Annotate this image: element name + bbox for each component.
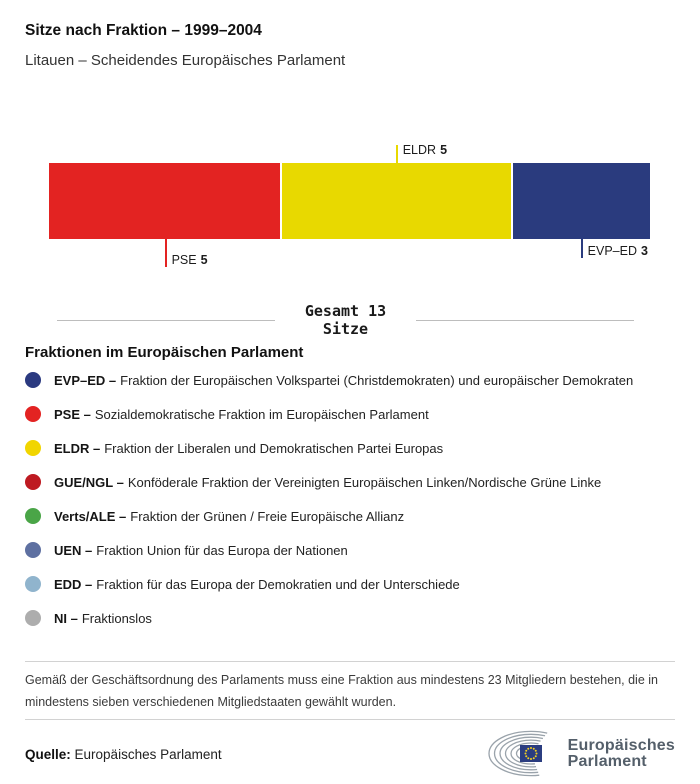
seat-distribution-chart xyxy=(49,145,650,267)
faction-color-dot xyxy=(25,406,41,422)
faction-description: Sozialdemokratische Fraktion im Europäischen Parlament xyxy=(94,406,429,422)
source-label: Quelle: xyxy=(25,746,71,762)
faction-description: Fraktion für das Europa der Demokratien und der Unterschiede xyxy=(96,576,460,592)
faction-color-dot xyxy=(25,508,41,524)
faction-abbr: PSE – xyxy=(54,406,91,422)
hemicycle-icon xyxy=(486,728,560,780)
faction-abbr: UEN – xyxy=(54,542,93,558)
faction-abbr: EDD – xyxy=(54,576,93,592)
legend-item xyxy=(25,499,675,533)
callout-tick xyxy=(165,239,167,267)
faction-abbr: ELDR – xyxy=(54,440,101,456)
faction-color-dot xyxy=(25,474,41,490)
callout-label: PSE 5 xyxy=(171,253,208,267)
bar-segment-eldr xyxy=(280,163,511,239)
faction-description: Fraktion der Liberalen und Demokratischen Partei Europas xyxy=(104,440,444,456)
page-title: Sitze nach Fraktion – 1999–2004 xyxy=(25,22,262,39)
callout-tick xyxy=(396,145,398,163)
faction-color-dot xyxy=(25,440,41,456)
faction-color-dot xyxy=(25,576,41,592)
legend-item xyxy=(25,465,675,499)
faction-description: Konföderale Fraktion der Vereinigten Europäischen Linken/Nordische Grüne Linke xyxy=(127,474,602,490)
faction-description: Fraktionslos xyxy=(81,610,152,626)
source-text: Europäisches Parlament xyxy=(74,746,222,762)
legend-item xyxy=(25,431,675,465)
bar-segment-pse xyxy=(49,163,280,239)
stacked-seat-bar xyxy=(49,163,650,239)
faction-abbr: Verts/ALE – xyxy=(54,508,127,524)
footnote-divider-bottom xyxy=(25,719,675,720)
source-credit xyxy=(25,747,222,762)
european-parliament-logo xyxy=(486,728,675,780)
footnote-divider-top xyxy=(25,661,675,662)
callout-label: ELDR 5 xyxy=(402,143,448,157)
faction-abbr: NI – xyxy=(54,610,78,626)
legend-item xyxy=(25,397,675,431)
faction-color-dot xyxy=(25,610,41,626)
faction-abbr: GUE/NGL – xyxy=(54,474,124,490)
callout-pse xyxy=(165,239,208,267)
total-seats-row xyxy=(57,303,634,338)
faction-description: Fraktion der Europäischen Volkspartei (Christdemokraten) und europäischer Demokraten xyxy=(120,372,634,388)
legend-item xyxy=(25,363,675,397)
footnote: Gemäß der Geschäftsordnung des Parlaments muss eine Fraktion aus mindestens 23 Mitgliedern bestehen, die in mindestens sieben verschiedenen Mitgliedstaaten gewählt wurden. xyxy=(25,673,658,709)
source-row xyxy=(25,728,675,780)
legend-item xyxy=(25,567,675,601)
legend-heading: Fraktionen im Europäischen Parlament xyxy=(25,344,304,361)
page-subtitle: Litauen – Scheidendes Europäisches Parlament xyxy=(25,52,346,69)
callout-label: EVP–ED 3 xyxy=(587,244,648,258)
legend-item xyxy=(25,601,675,635)
faction-legend xyxy=(25,363,675,635)
callout-eldr xyxy=(396,145,447,163)
legend-item xyxy=(25,533,675,567)
divider-line-left xyxy=(57,320,275,321)
callout-evp-ed xyxy=(581,239,648,258)
callout-tick xyxy=(581,239,583,258)
faction-abbr: EVP–ED – xyxy=(54,372,117,388)
faction-description: Fraktion der Grünen / Freie Europäische Allianz xyxy=(130,508,405,524)
bar-segment-evp-ed xyxy=(511,163,650,239)
divider-line-right xyxy=(416,320,634,321)
logo-wordmark: Europäisches Parlament xyxy=(567,736,675,770)
total-seats-label: Gesamt 13 Sitze xyxy=(304,302,387,338)
faction-description: Fraktion Union für das Europa der Nationen xyxy=(96,542,348,558)
faction-color-dot xyxy=(25,542,41,558)
faction-color-dot xyxy=(25,372,41,388)
